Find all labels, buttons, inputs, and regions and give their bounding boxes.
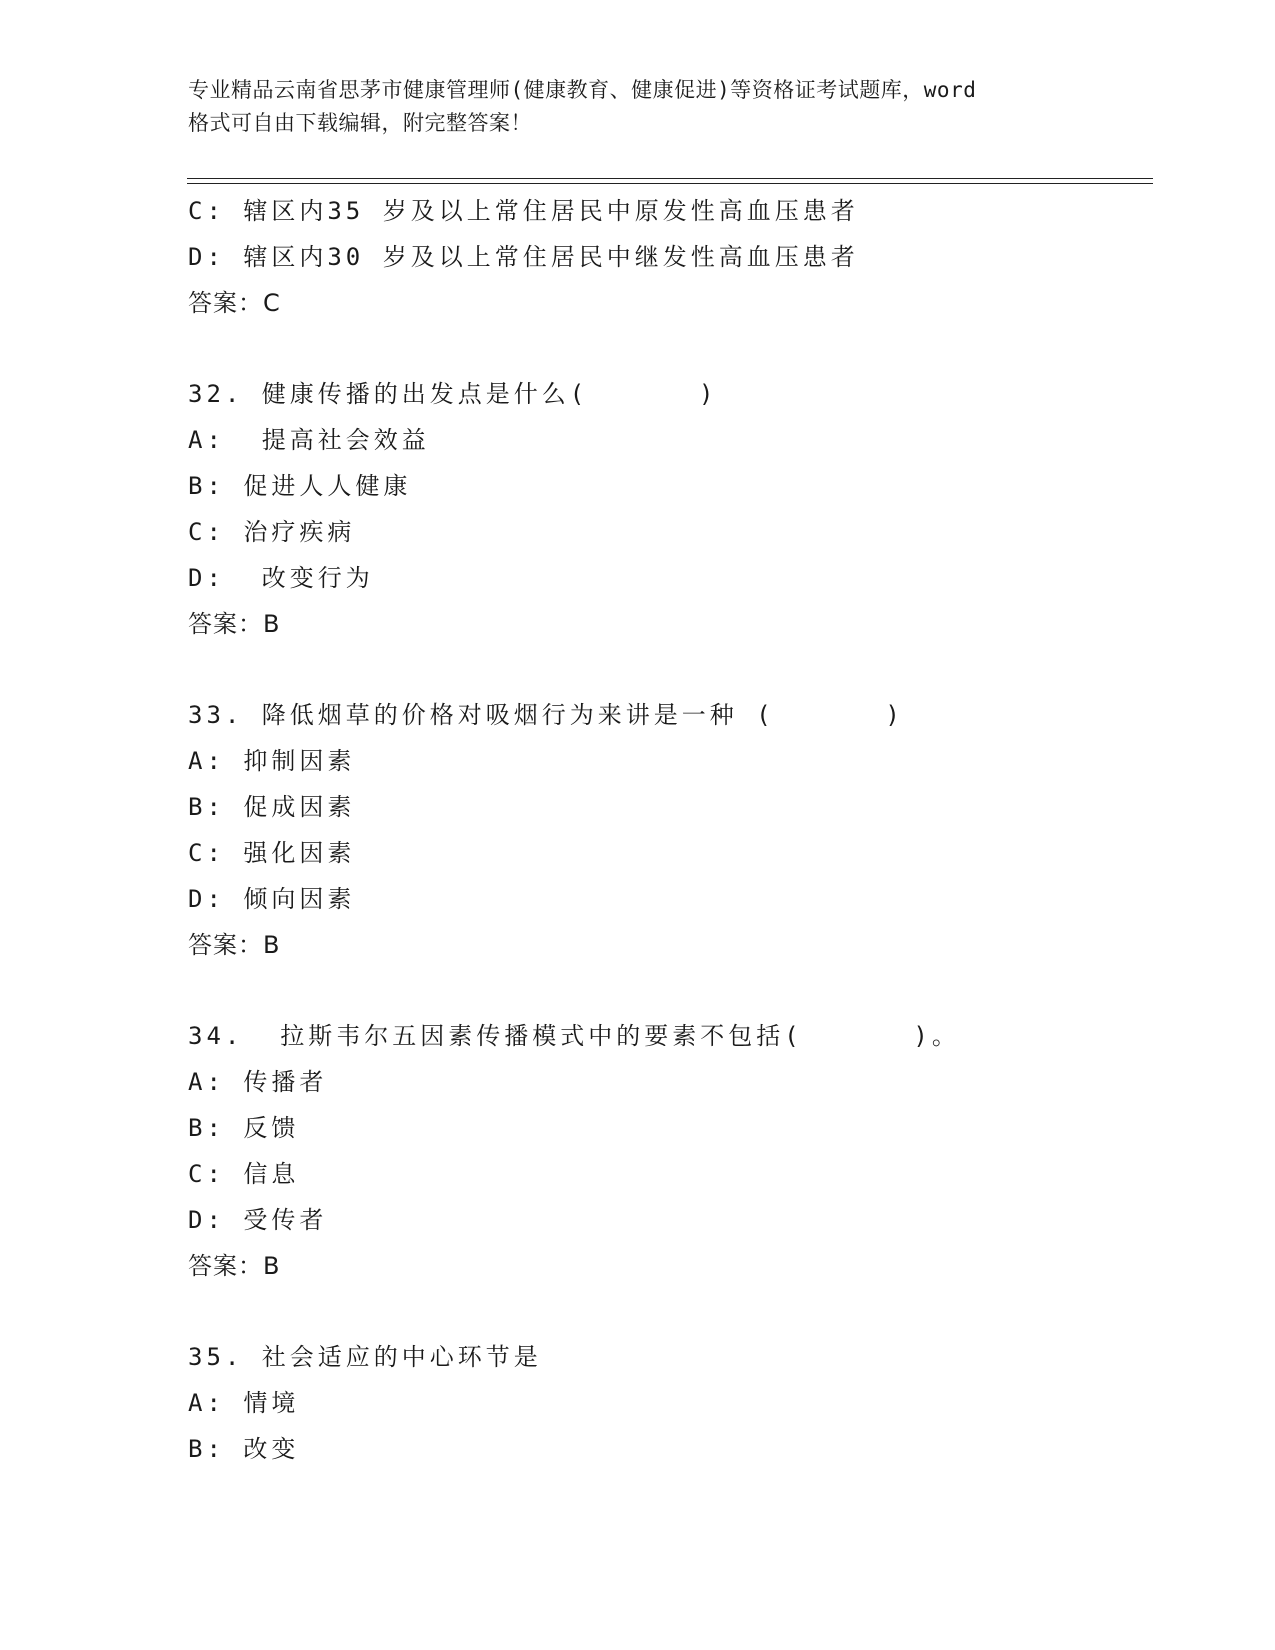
- answer-line: 答案：B: [188, 1252, 281, 1280]
- answer-line: 答案：B: [188, 931, 281, 959]
- option-a: A: 提高社会效益: [188, 426, 430, 454]
- option-c: C: 强化因素: [188, 839, 356, 867]
- option-d: D: 辖区内30 岁及以上常住居民中继发性高血压患者: [188, 243, 859, 271]
- option-d: D: 受传者: [188, 1206, 328, 1234]
- option-d: D: 改变行为: [188, 564, 374, 592]
- option-b: B: 改变: [188, 1435, 300, 1463]
- header-divider-top: [187, 178, 1153, 179]
- question-31-tail: [188, 188, 1148, 326]
- header-divider-bottom: [187, 183, 1153, 184]
- question-34: [188, 1013, 1148, 1289]
- answer-line: 答案：C: [188, 289, 281, 317]
- header-line-1: 专业精品云南省思茅市健康管理师(健康教育、健康促进)等资格证考试题库，word: [188, 78, 977, 102]
- question-stem: 34. 拉斯韦尔五因素传播模式中的要素不包括( )。: [188, 1022, 960, 1050]
- question-stem: 32. 健康传播的出发点是什么( ): [188, 380, 718, 408]
- option-a: A: 抑制因素: [188, 747, 356, 775]
- answer-line: 答案：B: [188, 610, 281, 638]
- option-a: A: 情境: [188, 1389, 300, 1417]
- header-line-2: 格式可自由下载编辑，附完整答案！: [188, 111, 532, 135]
- option-c: C: 信息: [188, 1160, 300, 1188]
- question-stem: 33. 降低烟草的价格对吸烟行为来讲是一种 ( ): [188, 701, 904, 729]
- question-stem: 35. 社会适应的中心环节是: [188, 1343, 542, 1371]
- option-b: B: 促成因素: [188, 793, 356, 821]
- question-35: [188, 1334, 1148, 1472]
- option-c: C: 辖区内35 岁及以上常住居民中原发性高血压患者: [188, 197, 859, 225]
- option-d: D: 倾向因素: [188, 885, 356, 913]
- option-c: C: 治疗疾病: [188, 518, 356, 546]
- option-a: A: 传播者: [188, 1068, 328, 1096]
- option-b: B: 促进人人健康: [188, 472, 412, 500]
- question-32: [188, 371, 1148, 647]
- option-b: B: 反馈: [188, 1114, 300, 1142]
- question-33: [188, 692, 1148, 968]
- document-body: [188, 188, 1148, 1472]
- document-header: [188, 74, 1088, 140]
